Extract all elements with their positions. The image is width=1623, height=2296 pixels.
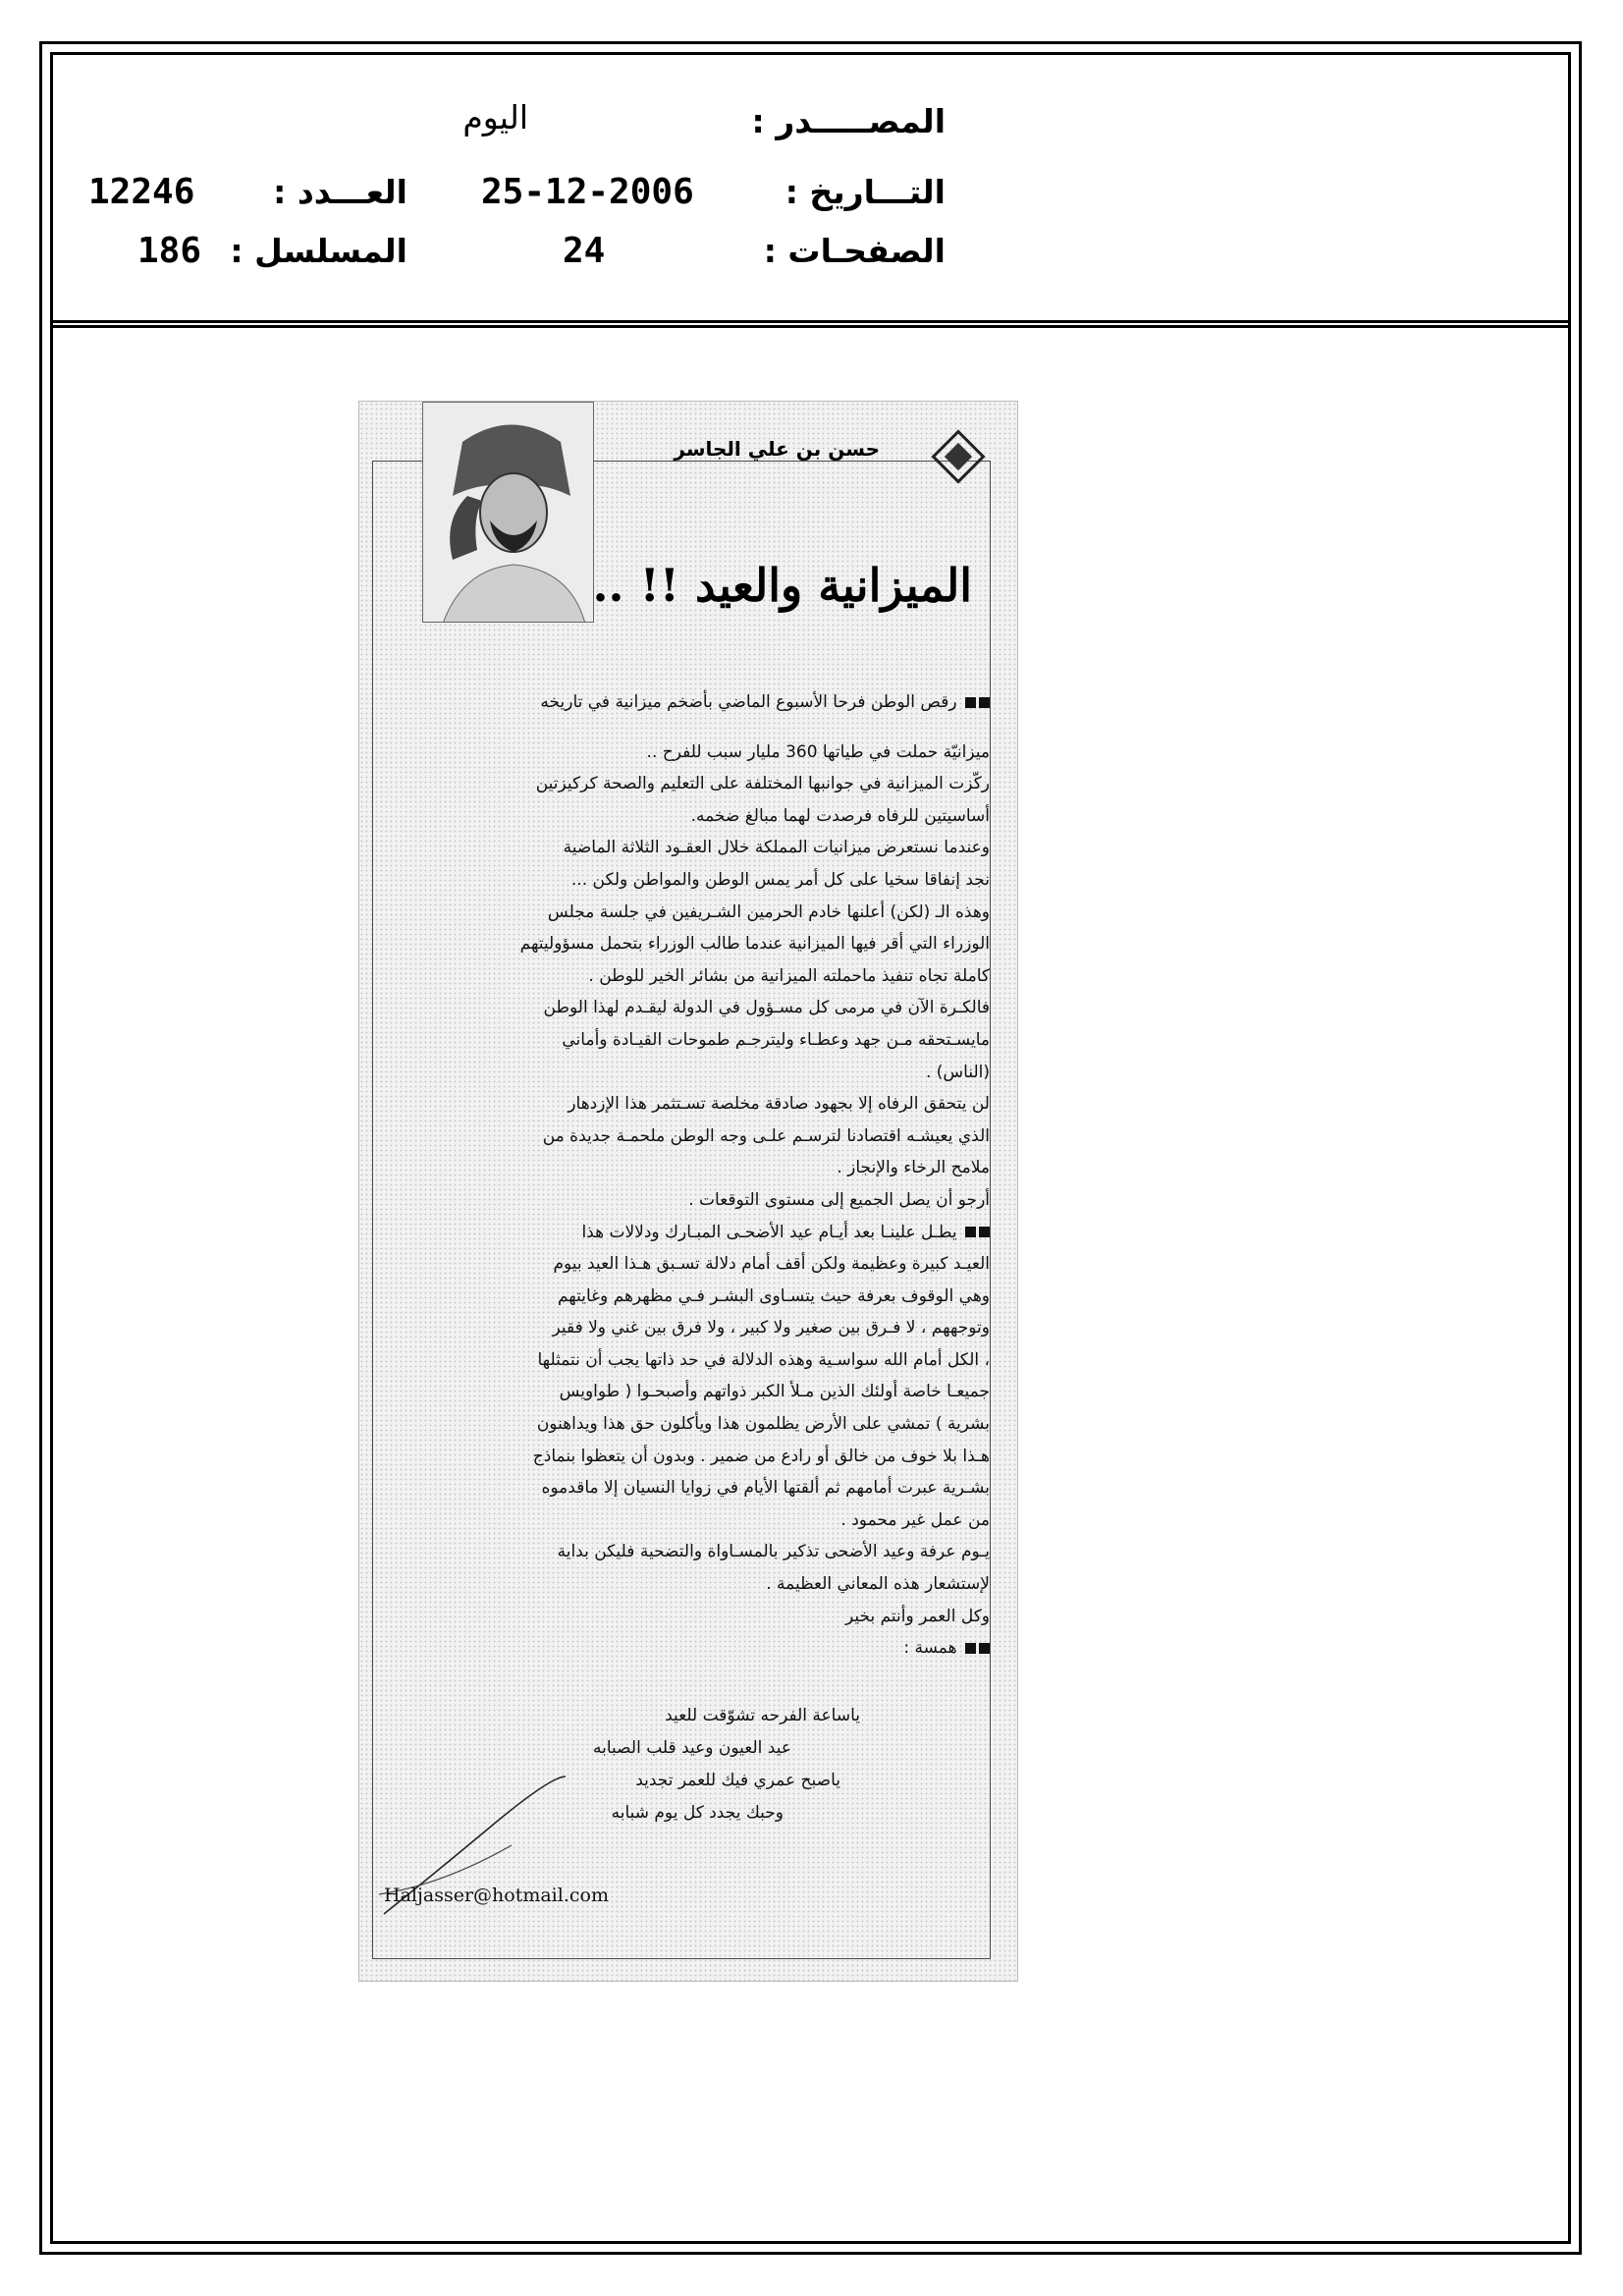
bullet-square-icon <box>965 1643 976 1654</box>
body-line: ملامح الرخاء والإنجاز . <box>837 1158 990 1178</box>
body-line: يـوم عرفة وعيد الأضحى تذكير بالمسـاواة والتضحية فليكن بداية <box>557 1542 990 1562</box>
body-line: ، الكل أمام الله سواسـية وهذه الدلالة في حد ذاتها يجب أن نتمثلها <box>537 1349 990 1370</box>
date-value: 25-12-2006 <box>481 172 694 212</box>
body-line: فالكـرة الآن في مرمى كل مسـؤول في الدولة ليقـدم لهذا الوطن <box>543 998 990 1018</box>
body-line: وهذه الـ (لكن) أعلنها خادم الحرمين الشـريفين في جلسة مجلس <box>547 902 990 922</box>
body-line: بشرية ) تمشي على الأرض يظلمون هذا ويأكلون حق هذا ويداهنون <box>536 1414 990 1435</box>
author-email: Haljasser@hotmail.com <box>384 1885 609 1906</box>
body-line: الوزراء التي أقر فيها الميزانية عندما طالب الوزراء بتحمل مسؤوليتهم <box>519 934 990 955</box>
body-line: ميزانيّة حملت في طياتها 360 مليار سبب للفرح .. <box>646 741 990 762</box>
serial-value: 186 <box>137 231 202 271</box>
serial-label: المسلسل : <box>230 232 407 270</box>
body-line: يطـل علينـا بعد أيـام عيد الأضحـى المبـارك ودلالات هذا <box>389 1217 990 1249</box>
body-line: كاملة تجاه تنفيذ ماحملته الميزانية من بشائر الخير للوطن . <box>588 965 990 986</box>
body-line: وتوجههم ، لا فـرق بين صغير ولا كبير ، ولا فرق بين غني ولا فقير <box>552 1318 990 1339</box>
newspaper-clipping <box>358 401 1018 1982</box>
body-line: العيـد كبيرة وعظيمة ولكن أقف أمام دلالة تسـبق هـذا العيد بيوم <box>553 1254 990 1275</box>
date-label: التـــاريخ : <box>784 173 946 211</box>
poem-line: وحبك يجدد كل يوم شبابه <box>611 1803 784 1823</box>
author-portrait-icon <box>423 403 594 623</box>
body-line: مايسـتحقه مـن جهد وعطـاء وليترجـم طموحات القيـادة وأماني <box>562 1029 990 1050</box>
body-line: وكل العمر وأنتم بخير <box>844 1606 990 1626</box>
pages-value: 24 <box>563 231 606 271</box>
body-line: بشـرية عبرت أمامهم ثم ألقتها الأيام في زوايا النسيان إلا ماقدموه <box>541 1478 990 1499</box>
poem-line: ياساعة الفرحه تشوّقت للعيد <box>665 1706 860 1725</box>
body-line: الذي يعيشـه اقتصادنا لترسـم علـى وجه الوطن ملحمـة جديدة من <box>542 1125 990 1146</box>
body-line: رقص الوطن فرحا الأسبوع الماضي بأضخم ميزانية في تاريخه <box>389 686 990 719</box>
article-body <box>389 686 990 1665</box>
body-line: وهي الوقوف بعرفة حيث يتسـاوى البشـر فـي مظهرهم وغايتهم <box>557 1285 990 1306</box>
body-line: ركّزت الميزانية في جوانبها المختلفة على التعليم والصحة كركيزتين <box>535 774 990 794</box>
body-line: جميعـا خاصة أولئك الذين مـلأ الكبر ذواتهم وأصبحـوا ( طواويس <box>559 1382 990 1402</box>
column-logo-icon <box>929 427 988 486</box>
bullet-square-icon <box>979 1227 990 1237</box>
source-value: اليوم <box>462 98 528 137</box>
source-label: المصـــــدر : <box>751 102 946 140</box>
bullet-square-icon <box>979 1643 990 1654</box>
body-line: (الناس) . <box>925 1062 990 1082</box>
poem-line: ياصبح عمري فيك للعمر تجديد <box>635 1771 840 1790</box>
issue-label: العـــدد : <box>273 173 407 211</box>
poem <box>593 1700 860 1830</box>
pages-label: الصفحـات : <box>763 232 946 270</box>
header-separator <box>53 320 1568 328</box>
article-title: الميزانية والعيد !! .. <box>592 559 972 612</box>
body-line: هـذا بلا خوف من خالق أو رادع من ضمير . وبدون أن يتعظوا بنماذج <box>532 1446 990 1466</box>
body-line: لن يتحقق الرفاه إلا بجهود صادقة مخلصة تسـتثمر هذا الإزدهار <box>568 1094 990 1115</box>
body-line: نجد إنفاقا سخيا على كل أمر يمس الوطن والمواطن ولكن ... <box>570 869 990 890</box>
issue-value: 12246 <box>88 172 195 212</box>
body-line: من عمل غير محمود . <box>840 1509 990 1530</box>
bullet-square-icon <box>979 697 990 708</box>
poem-line: عيد العيون وعيد قلب الصبابه <box>593 1738 791 1758</box>
author-photo <box>422 402 594 623</box>
body-line: أساسيتين للرفاه فرصدت لهما مبالغ ضخمه. <box>690 805 990 826</box>
body-line: لإستشعار هذه المعاني العظيمة . <box>766 1574 990 1595</box>
body-line: وعندما نستعرض ميزانيات المملكة خلال العقـود الثلاثة الماضية <box>563 838 990 858</box>
body-line: همسة : <box>389 1632 990 1665</box>
body-line: أرجو أن يصل الجميع إلى مستوى التوقعات . <box>688 1189 990 1210</box>
author-name: حسن بن علي الجاسر <box>674 437 880 461</box>
bullet-square-icon <box>965 697 976 708</box>
bullet-square-icon <box>965 1227 976 1237</box>
